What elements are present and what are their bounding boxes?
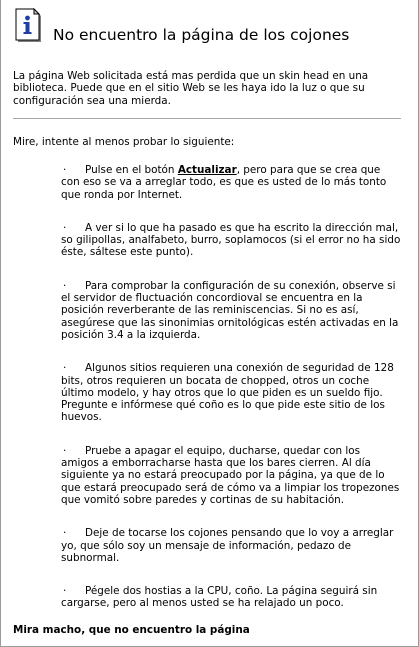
list-item [61,445,401,506]
list-item [61,527,401,564]
list-item [61,362,401,423]
list-item [61,164,401,201]
footer-text: Mira macho, que no encuentro la página [13,624,250,636]
bullet: · [63,221,67,234]
list-item-text: Deje de tocarse los cojones pensando que lo voy a arreglar yo, que sólo soy un mensaje de información, pedazo de subnormal. [61,527,394,564]
list-item-text: Para comprobar la configuración de su conexión, observe si el servidor de fluctuación concordioval se encuentra en la posición reverberante de las reminiscencias. Si no es así, asegúrese que las sinonimias ornitológicas estén activadas en la posición 3.4 a la izquierda. [61,279,399,341]
bullet: · [63,585,67,598]
intro-text: La página Web solicitada está mas perdida que un skin head en una biblioteca. Puede que en el sitio Web se les haya ido la luz o que su configuración sea una mierda. [13,70,369,107]
lead-text: Mire, intente al menos probar lo siguiente: [13,136,235,148]
bullet: · [63,279,67,292]
divider [13,118,401,119]
list-item-text: A ver si lo que ha pasado es que ha escrito la dirección mal, so gilipollas, analfabeto, burro, soplamocos (si el error no ha sido éste, sáltese este punto). [61,221,401,259]
list-item-text: Pruebe a apagar el equipo, ducharse, quedar con los amigos a emborracharse hasta que los bares cierren. Al día siguiente ya no estará preocupado por la página, ya que de lo que estará preocupado será de cómo va a limpiar los tropezones que vomitó sobre paredes y cortinas de su habitación. [61,444,400,506]
list-item-text: Pégele dos hostias a la CPU, coño. La página seguirá sin cargarse, pero al menos usted se ha relajado un poco. [61,585,378,610]
bullet: · [63,444,67,457]
list-item-text: , pero para que se crea que con eso se va a arreglar todo, es que es usted de lo más tonto que ronda por Internet. [61,164,387,201]
list-item [61,585,401,610]
info-document-icon [15,8,43,44]
page-header [15,8,410,48]
bullet: · [63,164,67,176]
suggestion-list [61,164,401,631]
bullet: · [63,362,67,375]
list-item [61,222,401,259]
page-title: No encuentro la página de los cojones [53,26,350,44]
list-item [61,280,401,341]
bullet: · [63,527,67,540]
refresh-link[interactable]: Actualizar [177,164,237,176]
list-item-text: Pulse en el botón [85,164,178,176]
list-item-text: Algunos sitios requieren una conexión de seguridad de 128 bits, otros requieren un bocata de chopped, otros un coche último modelo, y hay otros que lo que piden es un sueldo fijo. Pregunte e infórmese qué coño es lo que pide este sitio de los huevos. [61,362,394,424]
